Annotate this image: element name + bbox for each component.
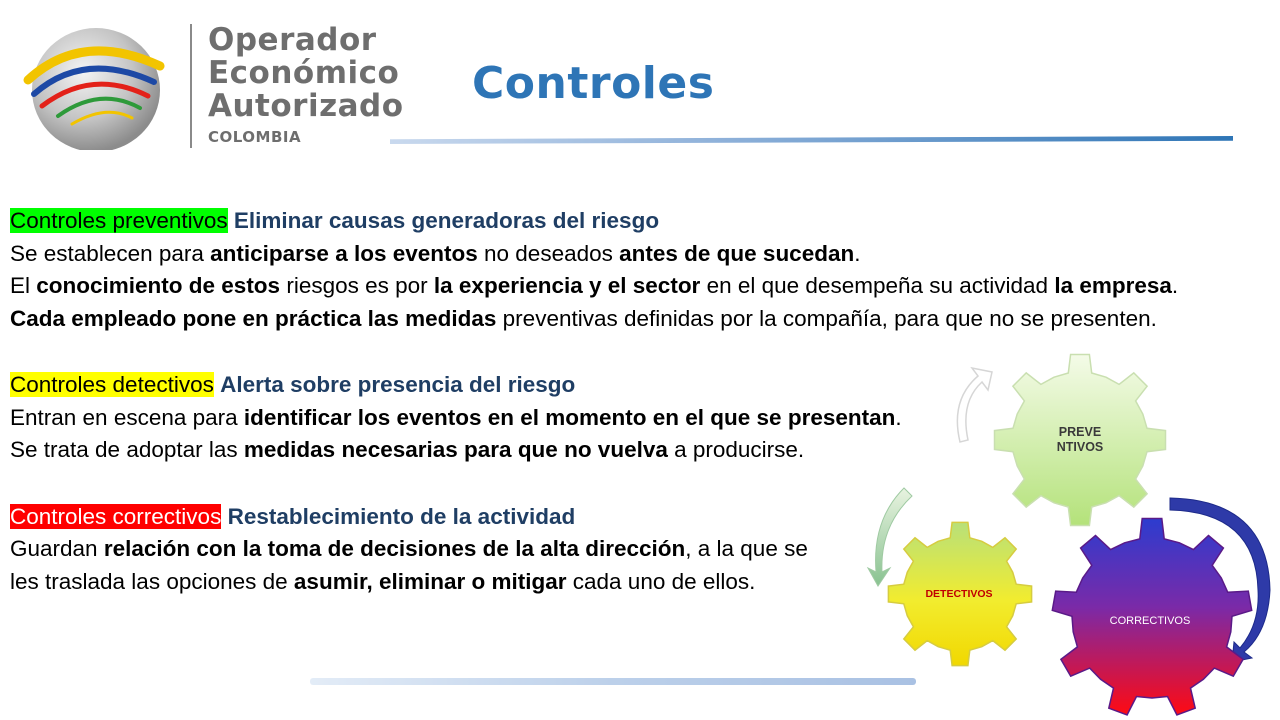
arrow-to-preventivos-icon: [957, 368, 992, 442]
logo-line-2: Económico: [208, 55, 400, 91]
detectivos-tag: Controles detectivos: [10, 372, 214, 397]
controls-cycle-diagram: [860, 350, 1280, 720]
text: Guardan: [10, 536, 104, 561]
gear-preventivos-label-2: NTIVOS: [1056, 440, 1104, 454]
text: no deseados: [477, 240, 620, 266]
page-title: Controles: [472, 58, 715, 109]
correctivos-tag: Controles correctivos: [10, 503, 222, 529]
preventivos-heading: [10, 205, 1250, 238]
logo-country: COLOMBIA: [208, 128, 302, 146]
logo: [22, 10, 402, 150]
gear-preventivos-label-1: PREVE: [1058, 425, 1102, 439]
text: riesgos es por: [280, 273, 434, 298]
preventivos-line-3: [10, 303, 1250, 336]
text: .: [854, 240, 861, 266]
text: a producirse.: [667, 437, 805, 462]
bottom-divider: [310, 678, 916, 685]
text: Se trata de adoptar las: [10, 437, 244, 462]
text-bold: asumir, eliminar o mitigar: [293, 568, 567, 594]
text-bold: relación con la toma de decisiones de la alta dirección: [103, 536, 686, 561]
text-bold: la empresa: [1054, 273, 1172, 298]
text: en el que desempeña su actividad: [700, 273, 1055, 298]
text: preventivas definidas por la compañía, para que no se presenten.: [496, 305, 1157, 331]
text: .: [1171, 273, 1179, 298]
gear-correctivos-label: CORRECTIVOS: [1109, 615, 1191, 627]
title-underline: [390, 136, 1233, 144]
oea-globe-icon: [22, 10, 172, 150]
correctivos-subtitle: Restablecimiento de la actividad: [227, 503, 576, 529]
text: cada uno de ellos.: [566, 568, 756, 594]
text-bold: la experiencia y el sector: [433, 273, 701, 298]
logo-line-1: Operador: [208, 22, 377, 58]
text: Se establecen para: [10, 240, 211, 266]
preventivos-subtitle: Eliminar causas generadoras del riesgo: [233, 208, 660, 233]
detectivos-subtitle: Alerta sobre presencia del riesgo: [220, 372, 576, 397]
text-bold: identificar los eventos en el momento en el que se presentan: [243, 404, 896, 430]
text: Entran en escena para: [10, 404, 244, 430]
text-bold: antes de que sucedan: [619, 240, 855, 266]
text: .: [895, 404, 902, 430]
text-bold: conocimiento de estos: [36, 273, 281, 298]
preventivos-tag: Controles preventivos: [10, 208, 228, 233]
logo-text: [208, 24, 404, 146]
text: les traslada las opciones de: [10, 568, 294, 594]
logo-line-3: Autorizado: [208, 88, 404, 124]
logo-divider: [190, 24, 192, 148]
gear-detectivos-label: DETECTIVOS: [925, 588, 993, 600]
arrow-to-detectivos-icon: [868, 488, 912, 586]
text-bold: Cada empleado pone en práctica las medidas: [10, 305, 497, 331]
text-bold: anticiparse a los eventos: [210, 240, 478, 266]
preventivos-line-2: [10, 270, 1250, 303]
preventivos-line-1: [10, 238, 1250, 271]
text: El: [10, 273, 37, 298]
text: , a la que se: [685, 536, 808, 561]
text-bold: medidas necesarias para que no vuelva: [243, 437, 668, 462]
